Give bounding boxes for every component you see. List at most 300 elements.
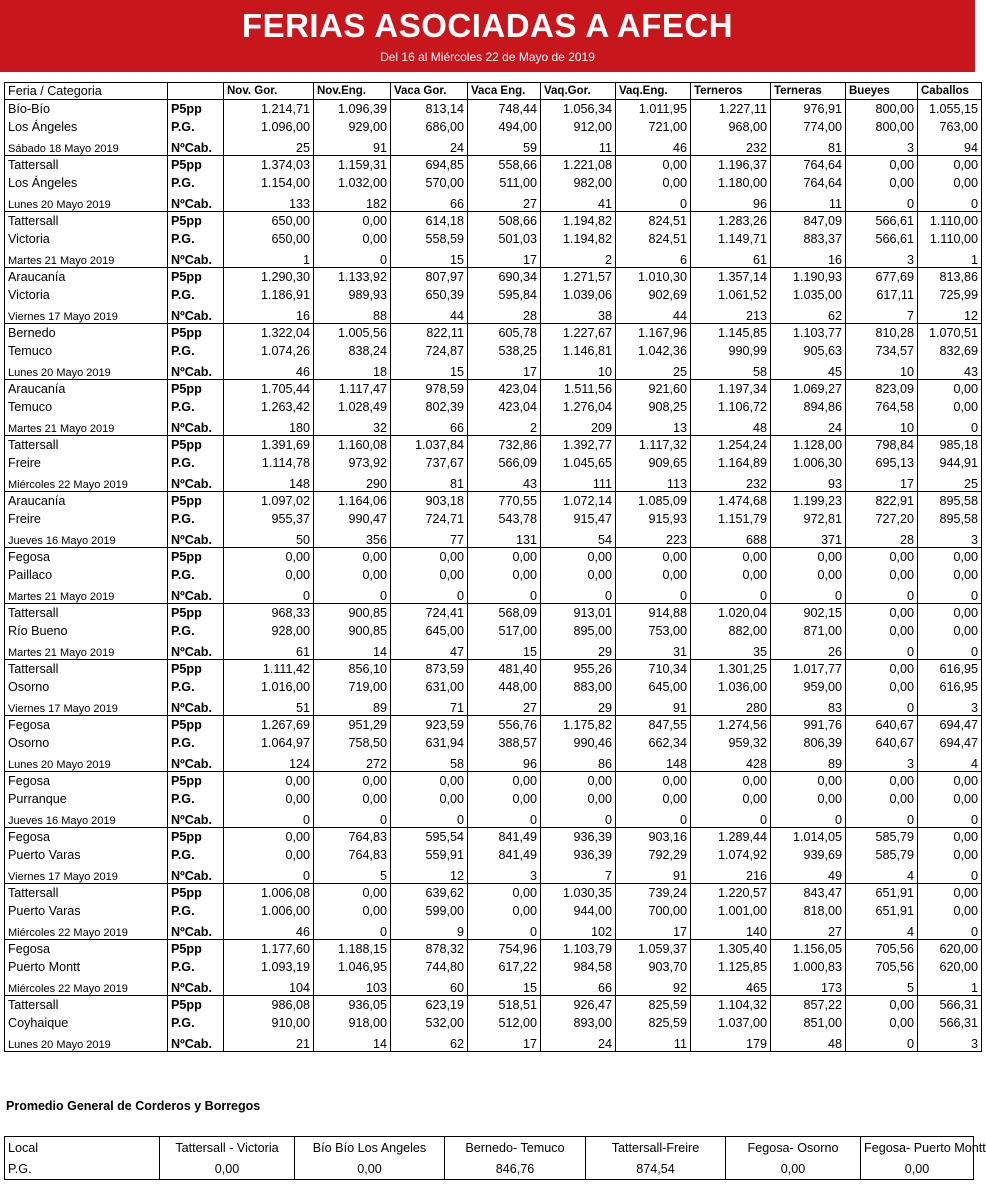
value-cell: 46 xyxy=(224,920,314,940)
value-cell: 985,18 xyxy=(918,436,982,454)
value-cell: 556,76 xyxy=(468,716,541,734)
value-cell: 51 xyxy=(224,696,314,716)
averages-value-cell: 0,00 xyxy=(295,1158,445,1180)
value-cell: 662,34 xyxy=(616,733,691,752)
value-cell: 1.197,34 xyxy=(691,380,771,398)
table-row xyxy=(5,492,982,510)
value-cell: 66 xyxy=(391,416,468,436)
category-label: NºCab. xyxy=(168,696,224,716)
value-cell: 0 xyxy=(691,584,771,604)
table-row xyxy=(5,864,982,884)
value-cell: 1.061,52 xyxy=(691,285,771,304)
table-row xyxy=(5,677,982,696)
value-cell: 43 xyxy=(918,360,982,380)
value-cell: 0 xyxy=(918,584,982,604)
value-cell: 1.055,15 xyxy=(918,100,982,118)
value-cell: 690,34 xyxy=(468,268,541,286)
value-cell: 1.221,08 xyxy=(541,156,616,174)
value-cell: 1.133,92 xyxy=(314,268,391,286)
value-cell: 86 xyxy=(541,752,616,772)
value-cell: 0,00 xyxy=(468,901,541,920)
table-row xyxy=(5,940,982,958)
value-cell: 1.391,69 xyxy=(224,436,314,454)
value-cell: 92 xyxy=(616,976,691,996)
averages-header-cell: Local xyxy=(5,1137,160,1159)
value-cell: 1.145,85 xyxy=(691,324,771,342)
category-label: NºCab. xyxy=(168,360,224,380)
value-cell: 216 xyxy=(691,864,771,884)
averages-value-cell: 0,00 xyxy=(160,1158,295,1180)
category-label: P5pp xyxy=(168,380,224,398)
value-cell: 1.305,40 xyxy=(691,940,771,958)
value-cell: 1.037,00 xyxy=(691,1013,771,1032)
category-label: P.G. xyxy=(168,229,224,248)
value-cell: 0,00 xyxy=(846,548,918,566)
column-header: Caballos xyxy=(918,83,982,100)
value-cell: 91 xyxy=(616,696,691,716)
value-cell: 800,00 xyxy=(846,100,918,118)
value-cell: 24 xyxy=(391,136,468,156)
fair-city: Puerto Varas xyxy=(5,845,168,864)
value-cell: 1.263,42 xyxy=(224,397,314,416)
value-cell: 124 xyxy=(224,752,314,772)
column-header: Terneras xyxy=(771,83,846,100)
value-cell: 0,00 xyxy=(224,772,314,790)
value-cell: 1.103,79 xyxy=(541,940,616,958)
value-cell: 508,66 xyxy=(468,212,541,230)
value-cell: 0,00 xyxy=(224,565,314,584)
fair-date: Martes 21 Mayo 2019 xyxy=(5,584,168,604)
value-cell: 111 xyxy=(541,472,616,492)
value-cell: 973,92 xyxy=(314,453,391,472)
value-cell: 1.006,08 xyxy=(224,884,314,902)
value-cell: 832,69 xyxy=(918,341,982,360)
value-cell: 989,93 xyxy=(314,285,391,304)
value-cell: 81 xyxy=(771,136,846,156)
value-cell: 0,00 xyxy=(541,789,616,808)
value-cell: 585,79 xyxy=(846,845,918,864)
value-cell: 0 xyxy=(468,920,541,940)
value-cell: 910,00 xyxy=(224,1013,314,1032)
value-cell: 986,08 xyxy=(224,996,314,1014)
fair-date: Lunes 20 Mayo 2019 xyxy=(5,752,168,772)
value-cell: 936,39 xyxy=(541,828,616,846)
value-cell: 0,00 xyxy=(541,548,616,566)
value-cell: 103 xyxy=(314,976,391,996)
value-cell: 0,00 xyxy=(224,789,314,808)
value-cell: 28 xyxy=(468,304,541,324)
fair-org: Tattersall xyxy=(5,996,168,1014)
value-cell: 944,91 xyxy=(918,453,982,472)
value-cell: 0,00 xyxy=(846,621,918,640)
value-cell: 883,37 xyxy=(771,229,846,248)
table-row xyxy=(5,509,982,528)
value-cell: 0,00 xyxy=(616,548,691,566)
value-cell: 113 xyxy=(616,472,691,492)
value-cell: 0,00 xyxy=(616,173,691,192)
value-cell: 732,86 xyxy=(468,436,541,454)
value-cell: 0,00 xyxy=(918,884,982,902)
table-header-row xyxy=(5,83,982,100)
value-cell: 81 xyxy=(391,472,468,492)
value-cell: 2 xyxy=(541,248,616,268)
table-row xyxy=(5,996,982,1014)
column-header: Bueyes xyxy=(846,83,918,100)
table-row xyxy=(5,380,982,398)
table-row xyxy=(5,156,982,174)
averages-table xyxy=(4,1136,986,1180)
value-cell: 44 xyxy=(616,304,691,324)
value-cell: 0 xyxy=(846,696,918,716)
value-cell: 0,00 xyxy=(918,901,982,920)
value-cell: 1.064,97 xyxy=(224,733,314,752)
value-cell: 3 xyxy=(468,864,541,884)
value-cell: 1.005,56 xyxy=(314,324,391,342)
value-cell: 968,33 xyxy=(224,604,314,622)
value-cell: 511,00 xyxy=(468,173,541,192)
value-cell: 903,70 xyxy=(616,957,691,976)
table-row xyxy=(5,920,982,940)
value-cell: 936,39 xyxy=(541,845,616,864)
value-cell: 847,09 xyxy=(771,212,846,230)
value-cell: 140 xyxy=(691,920,771,940)
value-cell: 1.149,71 xyxy=(691,229,771,248)
value-cell: 179 xyxy=(691,1032,771,1052)
value-cell: 1.146,81 xyxy=(541,341,616,360)
column-header: Nov.Eng. xyxy=(314,83,391,100)
value-cell: 0,00 xyxy=(314,229,391,248)
value-cell: 0 xyxy=(846,640,918,660)
fair-city: Coyhaique xyxy=(5,1013,168,1032)
value-cell: 1.085,09 xyxy=(616,492,691,510)
value-cell: 0,00 xyxy=(691,565,771,584)
averages-value-cell: 0,00 xyxy=(861,1158,974,1180)
value-cell: 1.374,03 xyxy=(224,156,314,174)
value-cell: 976,91 xyxy=(771,100,846,118)
value-cell: 0,00 xyxy=(846,1013,918,1032)
value-cell: 428 xyxy=(691,752,771,772)
value-cell: 721,00 xyxy=(616,117,691,136)
value-cell: 1.045,65 xyxy=(541,453,616,472)
value-cell: 50 xyxy=(224,528,314,548)
value-cell: 1.117,47 xyxy=(314,380,391,398)
value-cell: 17 xyxy=(468,1032,541,1052)
value-cell: 944,00 xyxy=(541,901,616,920)
value-cell: 984,58 xyxy=(541,957,616,976)
value-cell: 15 xyxy=(468,976,541,996)
table-row xyxy=(5,716,982,734)
value-cell: 725,99 xyxy=(918,285,982,304)
table-row xyxy=(5,528,982,548)
category-label: NºCab. xyxy=(168,136,224,156)
value-cell: 566,31 xyxy=(918,996,982,1014)
category-label: NºCab. xyxy=(168,584,224,604)
fair-org: Bernedo xyxy=(5,324,168,342)
value-cell: 1 xyxy=(224,248,314,268)
category-label: P5pp xyxy=(168,100,224,118)
value-cell: 2 xyxy=(468,416,541,436)
value-cell: 955,37 xyxy=(224,509,314,528)
value-cell: 5 xyxy=(846,976,918,996)
value-cell: 9 xyxy=(391,920,468,940)
value-cell: 631,00 xyxy=(391,677,468,696)
value-cell: 1.110,00 xyxy=(918,212,982,230)
value-cell: 929,00 xyxy=(314,117,391,136)
value-cell: 272 xyxy=(314,752,391,772)
averages-header-cell: Fegosa- Osorno xyxy=(726,1137,861,1159)
value-cell: 748,44 xyxy=(468,100,541,118)
value-cell: 12 xyxy=(391,864,468,884)
value-cell: 902,15 xyxy=(771,604,846,622)
value-cell: 928,00 xyxy=(224,621,314,640)
fair-org: Tattersall xyxy=(5,660,168,678)
value-cell: 32 xyxy=(314,416,391,436)
table-row xyxy=(5,957,982,976)
value-cell: 764,64 xyxy=(771,173,846,192)
value-cell: 14 xyxy=(314,640,391,660)
value-cell: 0,00 xyxy=(918,548,982,566)
fair-date: Martes 21 Mayo 2019 xyxy=(5,640,168,660)
value-cell: 0,00 xyxy=(616,156,691,174)
value-cell: 1.190,93 xyxy=(771,268,846,286)
table-row xyxy=(5,268,982,286)
table-row xyxy=(5,192,982,212)
value-cell: 94 xyxy=(918,136,982,156)
value-cell: 1.070,51 xyxy=(918,324,982,342)
fair-date: Lunes 20 Mayo 2019 xyxy=(5,192,168,212)
value-cell: 17 xyxy=(468,360,541,380)
value-cell: 0 xyxy=(918,192,982,212)
value-cell: 903,16 xyxy=(616,828,691,846)
category-label: P5pp xyxy=(168,436,224,454)
value-cell: 1.056,34 xyxy=(541,100,616,118)
value-cell: 223 xyxy=(616,528,691,548)
value-cell: 71 xyxy=(391,696,468,716)
value-cell: 0,00 xyxy=(846,789,918,808)
value-cell: 912,00 xyxy=(541,117,616,136)
value-cell: 1.156,05 xyxy=(771,940,846,958)
value-cell: 31 xyxy=(616,640,691,660)
value-cell: 494,00 xyxy=(468,117,541,136)
fair-date: Lunes 20 Mayo 2019 xyxy=(5,1032,168,1052)
value-cell: 595,84 xyxy=(468,285,541,304)
value-cell: 1.186,91 xyxy=(224,285,314,304)
value-cell: 1.001,00 xyxy=(691,901,771,920)
value-cell: 770,55 xyxy=(468,492,541,510)
fair-date: Jueves 16 Mayo 2019 xyxy=(5,528,168,548)
value-cell: 1.111,42 xyxy=(224,660,314,678)
category-label: P.G. xyxy=(168,453,224,472)
value-cell: 14 xyxy=(314,1032,391,1052)
value-cell: 838,24 xyxy=(314,341,391,360)
value-cell: 131 xyxy=(468,528,541,548)
category-label: NºCab. xyxy=(168,192,224,212)
fair-date: Miércoles 22 Mayo 2019 xyxy=(5,920,168,940)
value-cell: 921,60 xyxy=(616,380,691,398)
value-cell: 0,00 xyxy=(771,789,846,808)
fair-date: Miércoles 22 Mayo 2019 xyxy=(5,472,168,492)
value-cell: 182 xyxy=(314,192,391,212)
value-cell: 913,01 xyxy=(541,604,616,622)
fair-org: Tattersall xyxy=(5,884,168,902)
value-cell: 1.096,39 xyxy=(314,100,391,118)
table-row xyxy=(5,436,982,454)
value-cell: 62 xyxy=(391,1032,468,1052)
value-cell: 694,47 xyxy=(918,716,982,734)
category-label: NºCab. xyxy=(168,304,224,324)
averages-header-cell: Bío Bío Los Angeles xyxy=(295,1137,445,1159)
value-cell: 0,00 xyxy=(846,677,918,696)
value-cell: 356 xyxy=(314,528,391,548)
value-cell: 280 xyxy=(691,696,771,716)
value-cell: 1.028,49 xyxy=(314,397,391,416)
value-cell: 0,00 xyxy=(468,548,541,566)
value-cell: 1.214,71 xyxy=(224,100,314,118)
value-cell: 568,09 xyxy=(468,604,541,622)
fair-org: Araucanía xyxy=(5,380,168,398)
value-cell: 0 xyxy=(918,640,982,660)
value-cell: 4 xyxy=(918,752,982,772)
table-row xyxy=(5,808,982,828)
table-row xyxy=(5,548,982,566)
value-cell: 27 xyxy=(468,192,541,212)
value-cell: 1.046,95 xyxy=(314,957,391,976)
table-row xyxy=(5,1032,982,1052)
fair-city: Los Ángeles xyxy=(5,173,168,192)
value-cell: 851,00 xyxy=(771,1013,846,1032)
value-cell: 0,00 xyxy=(691,548,771,566)
value-cell: 616,95 xyxy=(918,677,982,696)
category-label: P5pp xyxy=(168,884,224,902)
value-cell: 0,00 xyxy=(224,845,314,864)
value-cell: 44 xyxy=(391,304,468,324)
value-cell: 1.188,15 xyxy=(314,940,391,958)
category-label: P.G. xyxy=(168,789,224,808)
table-row xyxy=(5,416,982,436)
value-cell: 3 xyxy=(846,136,918,156)
value-cell: 918,00 xyxy=(314,1013,391,1032)
category-label: P5pp xyxy=(168,996,224,1014)
table-row xyxy=(5,285,982,304)
value-cell: 623,19 xyxy=(391,996,468,1014)
value-cell: 0,00 xyxy=(314,565,391,584)
value-cell: 290 xyxy=(314,472,391,492)
value-cell: 1.103,77 xyxy=(771,324,846,342)
value-cell: 27 xyxy=(771,920,846,940)
value-cell: 990,47 xyxy=(314,509,391,528)
value-cell: 28 xyxy=(846,528,918,548)
value-cell: 16 xyxy=(771,248,846,268)
value-cell: 1.059,37 xyxy=(616,940,691,958)
value-cell: 512,00 xyxy=(468,1013,541,1032)
category-label: NºCab. xyxy=(168,976,224,996)
value-cell: 35 xyxy=(691,640,771,660)
value-cell: 566,61 xyxy=(846,212,918,230)
value-cell: 857,22 xyxy=(771,996,846,1014)
value-cell: 677,69 xyxy=(846,268,918,286)
value-cell: 16 xyxy=(224,304,314,324)
value-cell: 7 xyxy=(846,304,918,324)
value-cell: 0,00 xyxy=(918,845,982,864)
value-cell: 46 xyxy=(616,136,691,156)
column-header: Vaca Gor. xyxy=(391,83,468,100)
value-cell: 0 xyxy=(846,584,918,604)
value-cell: 49 xyxy=(771,864,846,884)
value-cell: 66 xyxy=(541,976,616,996)
value-cell: 0,00 xyxy=(314,548,391,566)
table-row xyxy=(5,212,982,230)
value-cell: 620,00 xyxy=(918,957,982,976)
value-cell: 959,32 xyxy=(691,733,771,752)
value-cell: 631,94 xyxy=(391,733,468,752)
value-cell: 180 xyxy=(224,416,314,436)
value-cell: 5 xyxy=(314,864,391,884)
value-cell: 1.106,72 xyxy=(691,397,771,416)
value-cell: 0 xyxy=(541,808,616,828)
value-cell: 0,00 xyxy=(846,173,918,192)
value-cell: 133 xyxy=(224,192,314,212)
value-cell: 0 xyxy=(918,808,982,828)
table-row xyxy=(5,304,982,324)
value-cell: 1.074,26 xyxy=(224,341,314,360)
category-label: NºCab. xyxy=(168,1032,224,1052)
fair-org: Tattersall xyxy=(5,156,168,174)
averages-header-cell: Tattersall - Victoria xyxy=(160,1137,295,1159)
value-cell: 91 xyxy=(314,136,391,156)
category-label: P.G. xyxy=(168,621,224,640)
value-cell: 465 xyxy=(691,976,771,996)
value-cell: 566,61 xyxy=(846,229,918,248)
value-cell: 45 xyxy=(771,360,846,380)
value-cell: 1.199,23 xyxy=(771,492,846,510)
value-cell: 0,00 xyxy=(224,828,314,846)
value-cell: 1.196,37 xyxy=(691,156,771,174)
table-row xyxy=(5,752,982,772)
category-label: NºCab. xyxy=(168,248,224,268)
category-label: P5pp xyxy=(168,268,224,286)
fair-city: Río Bueno xyxy=(5,621,168,640)
value-cell: 599,00 xyxy=(391,901,468,920)
value-cell: 753,00 xyxy=(616,621,691,640)
value-cell: 3 xyxy=(846,752,918,772)
value-cell: 650,00 xyxy=(224,212,314,230)
fair-city: Osorno xyxy=(5,677,168,696)
value-cell: 810,28 xyxy=(846,324,918,342)
fair-date: Viernes 17 Mayo 2019 xyxy=(5,864,168,884)
value-cell: 900,85 xyxy=(314,621,391,640)
value-cell: 0,00 xyxy=(918,604,982,622)
value-cell: 532,00 xyxy=(391,1013,468,1032)
value-cell: 758,50 xyxy=(314,733,391,752)
value-cell: 585,79 xyxy=(846,828,918,846)
table-row xyxy=(5,324,982,342)
value-cell: 0 xyxy=(771,808,846,828)
table-row xyxy=(5,229,982,248)
value-cell: 77 xyxy=(391,528,468,548)
value-cell: 1.194,82 xyxy=(541,212,616,230)
value-cell: 764,83 xyxy=(314,845,391,864)
table-row xyxy=(5,136,982,156)
value-cell: 1.177,60 xyxy=(224,940,314,958)
value-cell: 0 xyxy=(691,808,771,828)
value-cell: 939,69 xyxy=(771,845,846,864)
value-cell: 798,84 xyxy=(846,436,918,454)
value-cell: 25 xyxy=(616,360,691,380)
value-cell: 0,00 xyxy=(391,772,468,790)
value-cell: 1.037,84 xyxy=(391,436,468,454)
value-cell: 724,87 xyxy=(391,341,468,360)
value-cell: 792,29 xyxy=(616,845,691,864)
